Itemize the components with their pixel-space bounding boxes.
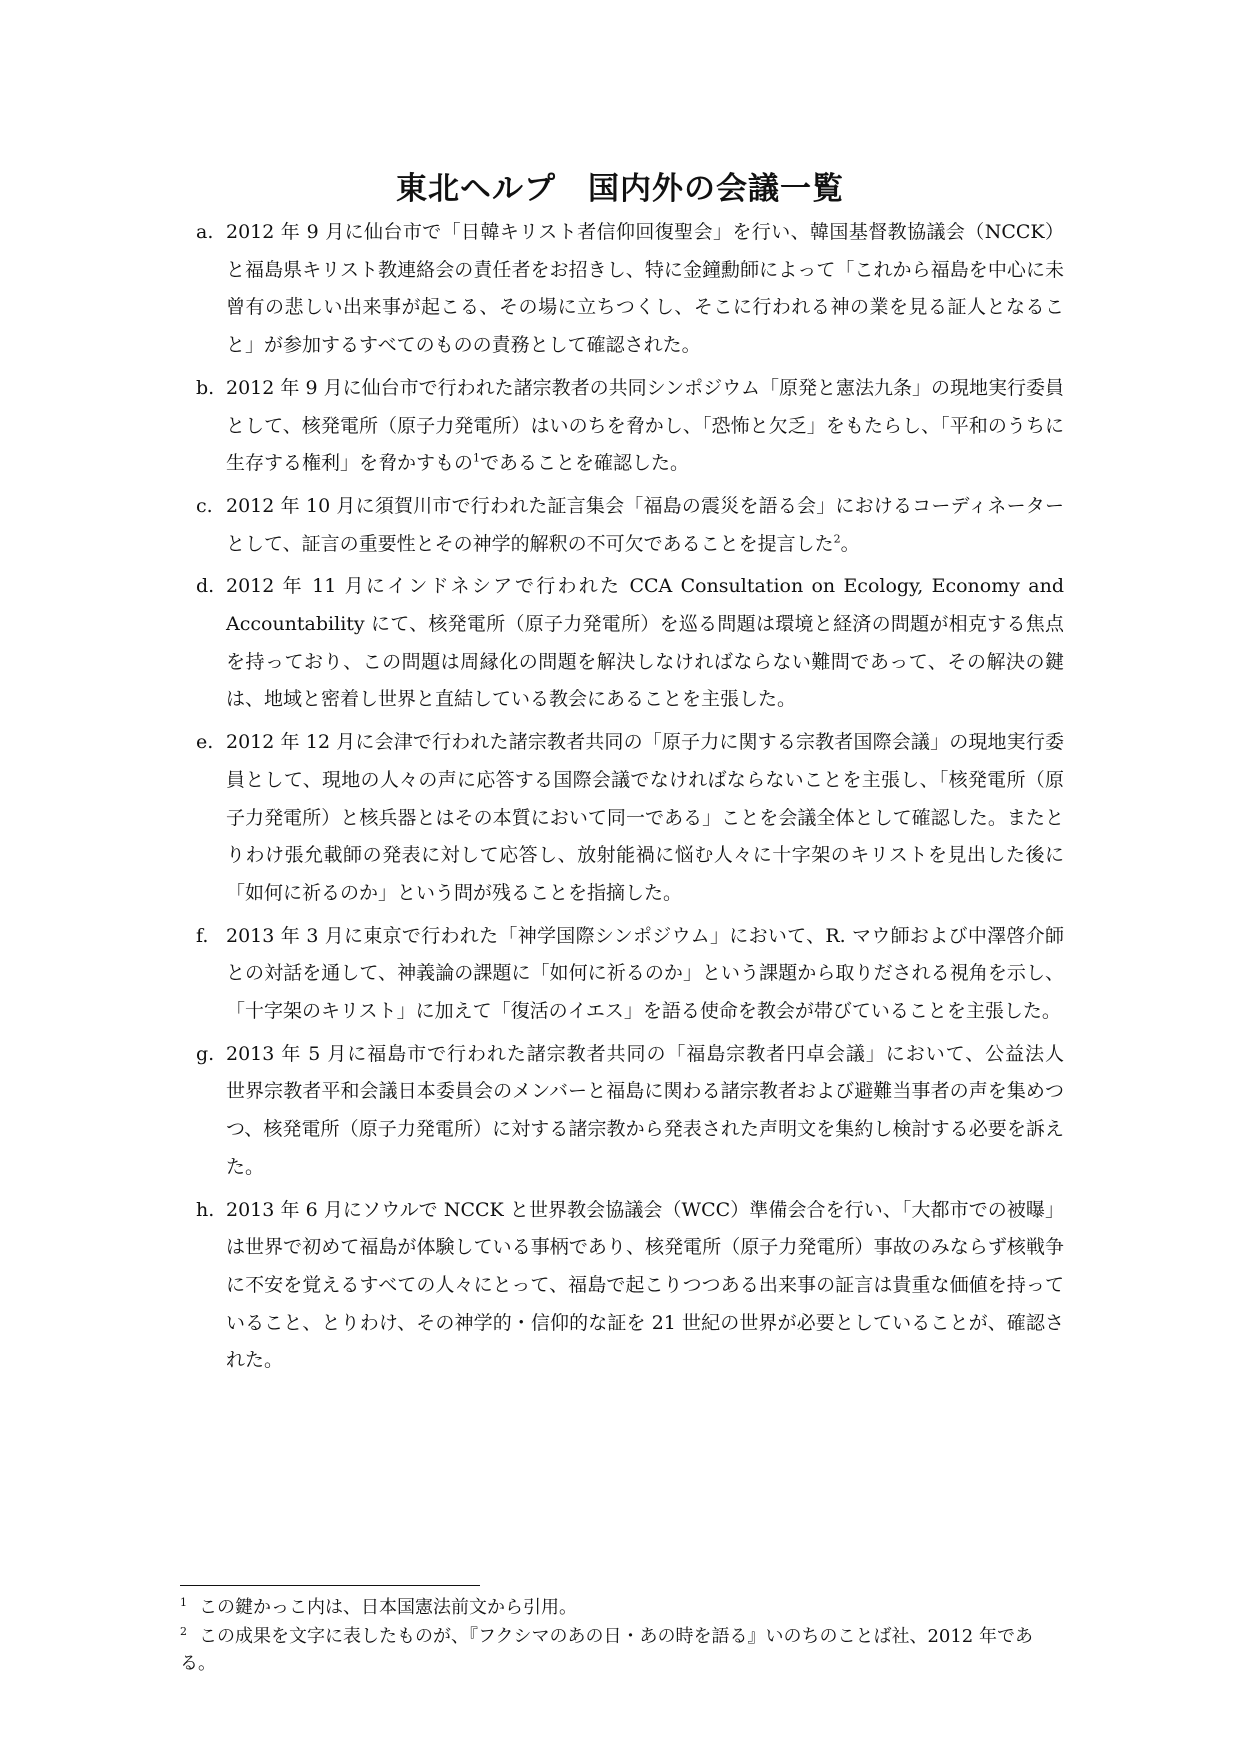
list-item-text: 2012 年 9 月に仙台市で「日韓キリスト者信仰回復聖会」を行い、韓国基督教協議会（NCCK）と福島県キリスト教連絡会の責任者をお招きし、特に金鐘勳師によって「これから福島を中心に未曾有の悲しい出来事が起こる、その場に立ちつくし、そこに行われる神の業を見る証人となること」が参加するすべてのものの責務として確認された。: [226, 221, 1064, 357]
list-item-d: [196, 568, 1064, 719]
conference-list: [196, 214, 1084, 1385]
list-item-marker: d.: [196, 575, 215, 598]
page-title: 東北ヘルプ 国内外の会議一覧: [396, 170, 844, 207]
list-item-text: 2013 年 6 月にソウルで NCCK と世界教会協議会（WCC）準備会合を行い、「大都市での被曝」は世界で初めて福島が体験している事柄であり、核発電所（原子力発電所）事故のみならず核戦争に不安を覚えるすべての人々にとって、福島で起こりつつある出来事の証言は貴重な価値を持っていること、とりわけ、その神学的・信仰的な証を 21 世紀の世界が必要としていることが、確認された。: [226, 1198, 1064, 1372]
list-item-marker: c.: [196, 494, 213, 517]
list-item-marker: f.: [196, 924, 209, 947]
list-item-text: 2013 年 3 月に東京で行われた「神学国際シンポジウム」において、R. マウ師および中澤啓介師との対話を通して、神義論の課題に「如何に祈るのか」という課題から取りだされる視角を示し、「十字架のキリスト」に加えて「復活のイエス」を語る使命を教会が帯びていることを主張した。: [226, 924, 1064, 1023]
list-item-marker: a.: [196, 221, 214, 243]
list-item-a: [196, 214, 1064, 365]
list-item-text: 2012 年 12 月に会津で行われた諸宗教者共同の「原子力に関する宗教者国際会議」の現地実行委員として、現地の人々の声に応答する国際会議でなければならないことを主張し、「核発電所（原子力発電所）と核兵器とはその本質において同一である」ことを会議全体として確認した。またとりわけ張允載師の発表に対して応答し、放射能禍に悩む人々に十字架のキリストを見出した後に「如何に祈るのか」という問が残ることを指摘した。: [226, 731, 1064, 904]
list-item-text: 2012 年 11 月にインドネシアで行われた CCA Consultation on Ecology, Economy and Accountability にて、核発電所（原子力発電所）を巡る問題は環境と経済の問題が相克する焦点を持っており、この問題は周縁化の問題を解決しなければならない難問であって、その解決の鍵は、地域と密着し世界と直結している教会にあることを主張した。: [226, 575, 1064, 711]
footnote-2: [180, 1623, 1060, 1677]
footnotes: [180, 1594, 1060, 1679]
list-item-b: [196, 370, 1064, 483]
footnote-divider: [180, 1585, 480, 1586]
list-item-g: [196, 1036, 1084, 1187]
list-item-marker: b.: [196, 376, 215, 399]
footnote-text: この鍵かっこ内は、日本国憲法前文から引用。: [199, 1597, 577, 1618]
footnote-mark: 2: [180, 1625, 187, 1638]
list-item-marker: g.: [196, 1042, 215, 1065]
footnote-1: [180, 1594, 1060, 1621]
list-item-text-continued: であることを確認した。: [480, 452, 690, 475]
footnote-text: この成果を文字に表したものが、『フクシマのあの日・あの時を語る』いのちのことば社、2012 年である。: [180, 1626, 1033, 1674]
footnote-mark: 1: [180, 1596, 187, 1609]
list-item-text: 2013 年 5 月に福島市で行われた諸宗教者共同の「福島宗教者円卓会議」において、公益法人 世界宗教者平和会議日本委員会のメンバーと福島に関わる諸宗教者および避難当事者の声を集めつつ、核発電所（原子力発電所）に対する諸宗教から発表された声明文を集約し検討する必要を訴えた。: [226, 1042, 1084, 1178]
list-item-marker: h.: [196, 1198, 215, 1221]
list-item-f: [196, 918, 1064, 1031]
footnote-ref-2[interactable]: 2: [833, 532, 841, 546]
list-item-text-continued: 。: [840, 532, 860, 555]
list-item-text: 2012 年 10 月に須賀川市で行われた証言集会「福島の震災を語る会」におけるコーディネーターとして、証言の重要性とその神学的解釈の不可欠であることを提言した: [226, 494, 1064, 555]
list-item-marker: e.: [196, 731, 214, 754]
footnote-ref-1[interactable]: 1: [473, 451, 481, 465]
list-item-h: [196, 1192, 1064, 1381]
list-item-c: [196, 488, 1064, 563]
list-item-text: 2012 年 9 月に仙台市で行われた諸宗教者の共同シンポジウム「原発と憲法九条」の現地実行委員として、核発電所（原子力発電所）はいのちを脅かし、「恐怖と欠乏」をもたらし、「平和のうちに生存する権利」を脅かすもの: [226, 376, 1064, 475]
list-item-e: [196, 724, 1064, 913]
